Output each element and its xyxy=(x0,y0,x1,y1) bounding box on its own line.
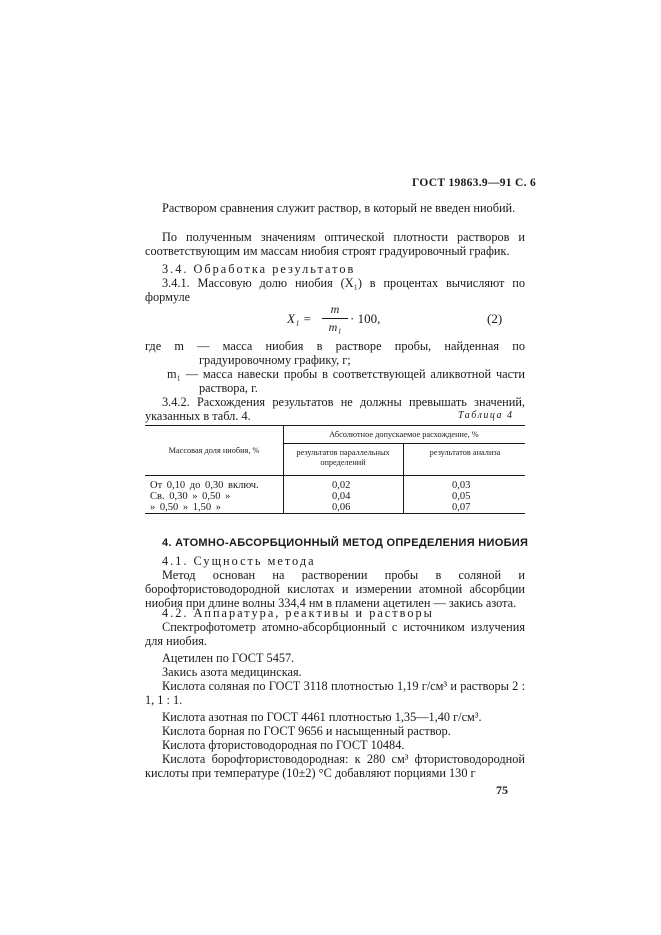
page-header: ГОСТ 19863.9—91 С. 6 xyxy=(412,177,537,189)
table-header-parallel: результатов параллельных определений xyxy=(296,448,390,467)
item-nitrous-oxide: Закись азота медицинская. xyxy=(162,665,302,679)
item-spectrophotometer: Спектрофотометр атомно-абсорбционный с источником излучения для ниобия. xyxy=(145,620,525,648)
table-group-rule xyxy=(283,443,525,444)
table-row-1-range: От 0,10 до 0,30 включ. xyxy=(150,480,259,491)
formula-lhs: X₁ = xyxy=(287,311,312,326)
formula-number: (2) xyxy=(487,311,503,326)
table-row-2-analysis: 0,05 xyxy=(452,491,471,502)
paragraph-4-1: Метод основан на растворении пробы в соляной и борофтористоводородной кислотах и измерении атомной абсорбции ниобия при длине волны 334,4 нм в пламени ацетилен — закись азота. xyxy=(145,568,525,610)
table-header-group: Абсолютное допускаемое расхождение, % xyxy=(329,430,479,439)
table-row-2-range: Св. 0,30 » 0,50 » xyxy=(150,491,231,502)
table-row-3-parallel: 0,06 xyxy=(332,502,351,513)
table-bottom-rule xyxy=(145,513,525,514)
section-4-title: 4. АТОМНО-АБСОРБЦИОННЫЙ МЕТОД ОПРЕДЕЛЕНИЯ НИОБИЯ xyxy=(162,537,529,549)
item-hydrochloric-acid: Кислота соляная по ГОСТ 3118 плотностью 1,19 г/см³ и растворы 2 : 1, 1 : 1. xyxy=(145,679,525,707)
heading-4-1: 4.1. Сущность метода xyxy=(162,554,316,568)
table-row-3-range: » 0,50 » 1,50 » xyxy=(150,502,221,513)
definition-m: где m — масса ниобия в растворе пробы, найденная по градуировочному графику, г; xyxy=(145,339,525,367)
heading-3-4: 3.4. Обработка результатов xyxy=(162,262,356,276)
formula-numerator: m xyxy=(330,302,340,316)
formula-denominator: m₁ xyxy=(328,320,342,334)
paragraph-calibration: По полученным значениям оптической плотности растворов и соответствующим им массам ниобия строят градуировочный график. xyxy=(145,230,525,258)
item-acetylene: Ацетилен по ГОСТ 5457. xyxy=(162,651,295,665)
table-row-1-analysis: 0,03 xyxy=(452,480,471,491)
table-header-rule xyxy=(145,475,525,476)
page-number: 75 xyxy=(496,783,508,797)
item-hydrofluoric-acid: Кислота фтористоводородная по ГОСТ 10484. xyxy=(162,738,405,752)
definition-m1: m₁ — масса навески пробы в соответствующей аликвотной части раствора, г. xyxy=(167,367,525,395)
heading-4-2: 4.2. Аппаратура, реактивы и растворы xyxy=(162,606,434,620)
item-boric-acid: Кислота борная по ГОСТ 9656 и насыщенный раствор. xyxy=(162,724,451,738)
table-row-1-parallel: 0,02 xyxy=(332,480,351,491)
formula-rhs: · 100, xyxy=(350,311,381,326)
item-nitric-acid: Кислота азотная по ГОСТ 4461 плотностью 1,35—1,40 г/см³. xyxy=(162,710,482,724)
table-col-divider-2 xyxy=(403,443,404,513)
table-top-rule xyxy=(145,425,525,426)
paragraph-3-4-1: 3.4.1. Массовую долю ниобия (X₁) в процентах вычисляют по формуле xyxy=(145,276,525,304)
table-caption: Таблица 4 xyxy=(458,410,514,421)
table-header-mass-fraction: Массовая доля ниобия, % xyxy=(168,446,260,455)
paragraph-3-4-2: 3.4.2. Расхождения результатов не должны превышать значений, указанных в табл. 4. xyxy=(145,395,525,423)
table-row-3-analysis: 0,07 xyxy=(452,502,471,513)
table-header-analysis: результатов анализа xyxy=(429,448,501,457)
paragraph-reference-solution: Раствором сравнения служит раствор, в который не введен ниобий. xyxy=(162,201,516,215)
item-fluoroboric-acid: Кислота борофтористоводородная: к 280 см³ фтористоводородной кислоты при температуре (10±2) °С добавляют порциями 130 г xyxy=(145,752,525,780)
table-row-2-parallel: 0,04 xyxy=(332,491,351,502)
fraction-bar xyxy=(322,318,348,319)
